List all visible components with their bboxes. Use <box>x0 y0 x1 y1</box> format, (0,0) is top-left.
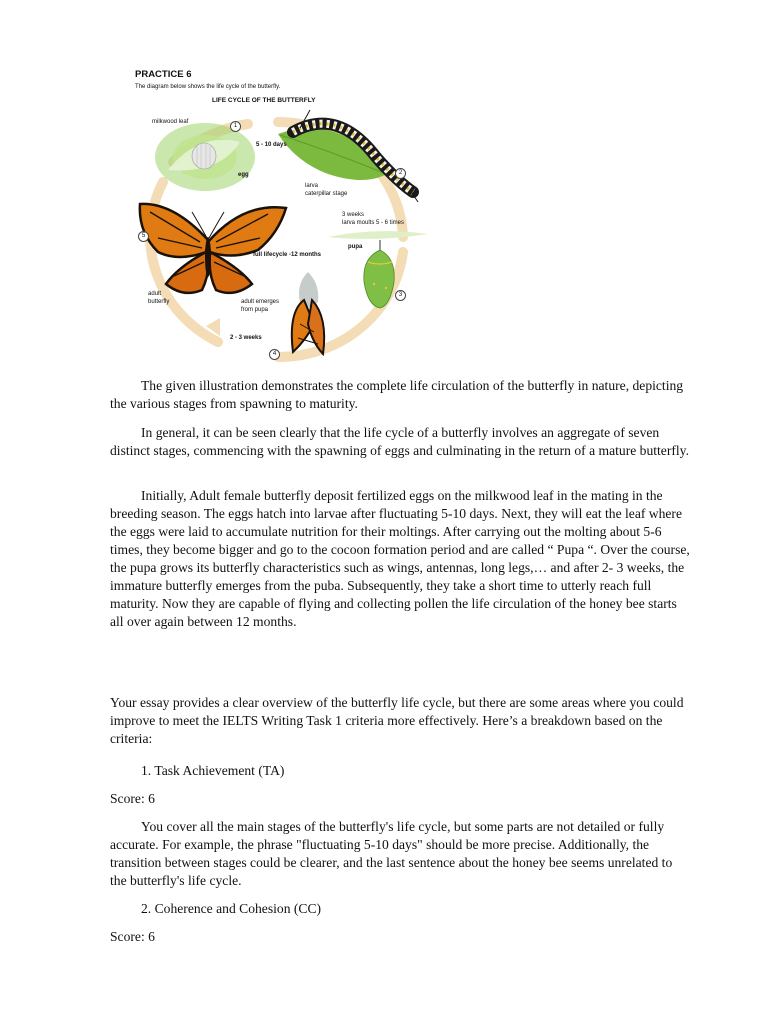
label-larva: larva <box>305 183 319 189</box>
essay-paragraph-3 <box>110 487 692 631</box>
criterion-1-comment <box>110 818 692 890</box>
feedback-intro <box>110 694 692 748</box>
paragraph-text: Initially, Adult female butterfly deposit fertilized eggs on the milkwood leaf in the mating in the breeding season. The eggs hatch into larvae after fluctuating 5-10 days. Next, they will eat the leaf where the eggs were laid to accumulate nutrition for their moltings. After carrying out the molting about 5-6 times, they become bigger and go to the cocoon formation period and are called “ Pupa “. Over the course, the pupa grows its butterfly characteristics such as wings, antennas, long legs,… and after 2- 3 weeks, the immature butterfly emerges from the puba. Subsequently, they take a short time to utterly reach full maturity. Now they are capable of flying and collecting pollen the life circulation of the honey bee starts all over again between 12 months. <box>110 488 690 629</box>
label-pupa: pupa <box>348 244 363 250</box>
stage-number-2: 2 <box>395 168 406 179</box>
essay-paragraph-2 <box>110 424 692 460</box>
label-full-lifecycle: full lifecycle -12 months <box>253 252 322 258</box>
moult-leaf <box>328 231 428 239</box>
paragraph-text: You cover all the main stages of the butterfly's life cycle, but some parts are not detailed or fully accurate. For example, the phrase "fluctuating 5-10 days" should be more precise. Additionally, the transition between stages could be clearer, and the last sentence about the honey bee seems unrelated to the butterfly's life cycle. <box>110 819 673 888</box>
label-larva-moults: larva moults 5 - 6 times <box>342 220 405 226</box>
paragraph-text: Score: 6 <box>110 791 155 806</box>
paragraph-text: In general, it can be seen clearly that the life cycle of a butterfly involves an aggregate of seven distinct stages, commencing with the spawning of eggs and culminating in the return of a mature butterfly. <box>110 425 689 458</box>
paragraph-text: The given illustration demonstrates the complete life circulation of the butterfly in nature, depicting the various stages from spawning to maturity. <box>110 378 684 411</box>
paragraph-text: Score: 6 <box>110 929 155 944</box>
adult-emerging <box>292 272 324 354</box>
paragraph-text: 1. Task Achievement (TA) <box>141 763 285 778</box>
label-3-weeks: 3 weeks <box>342 212 365 218</box>
life-cycle-illustration <box>128 62 440 368</box>
criterion-1-heading <box>110 762 692 780</box>
caterpillar-on-leaf <box>278 110 418 202</box>
label-2-3-weeks: 2 - 3 weeks <box>230 335 262 341</box>
essay-paragraph-1 <box>110 377 692 413</box>
label-5-10-days: 5 - 10 days <box>256 142 287 148</box>
stage-number-5: 5 <box>138 231 149 242</box>
label-adult: adult <box>148 291 162 297</box>
label-milkwood-leaf: milkwood leaf <box>152 119 189 125</box>
label-butterfly: butterfly <box>148 299 170 305</box>
label-caterpillar-stage: caterpillar stage <box>305 191 348 197</box>
criterion-2-score <box>110 928 692 946</box>
label-adult-emerges: adult emerges <box>241 299 280 305</box>
paragraph-text: Your essay provides a clear overview of the butterfly life cycle, but there are some areas where you could improve to meet the IELTS Writing Task 1 criteria more effectively. Here’s a breakdown based on the criteria: <box>110 695 684 746</box>
stage-number-3: 3 <box>395 290 406 301</box>
life-cycle-diagram <box>128 62 440 368</box>
chrysalis <box>364 240 394 308</box>
criterion-1-score <box>110 790 692 808</box>
stage-number-4: 4 <box>269 349 280 360</box>
diagram-title: LIFE CYCLE OF THE BUTTERFLY <box>212 97 316 104</box>
practice-title: PRACTICE 6 <box>135 69 192 80</box>
label-egg: egg <box>238 172 249 178</box>
label-from-pupa: from pupa <box>241 307 269 313</box>
stage-number-1: 1 <box>230 121 241 132</box>
criterion-2-heading <box>110 900 692 918</box>
paragraph-text: 2. Coherence and Cohesion (CC) <box>141 901 322 916</box>
diagram-intro: The diagram below shows the life cycle of the butterfly. <box>135 84 281 90</box>
milkwood-leaf-with-egg <box>155 123 255 191</box>
